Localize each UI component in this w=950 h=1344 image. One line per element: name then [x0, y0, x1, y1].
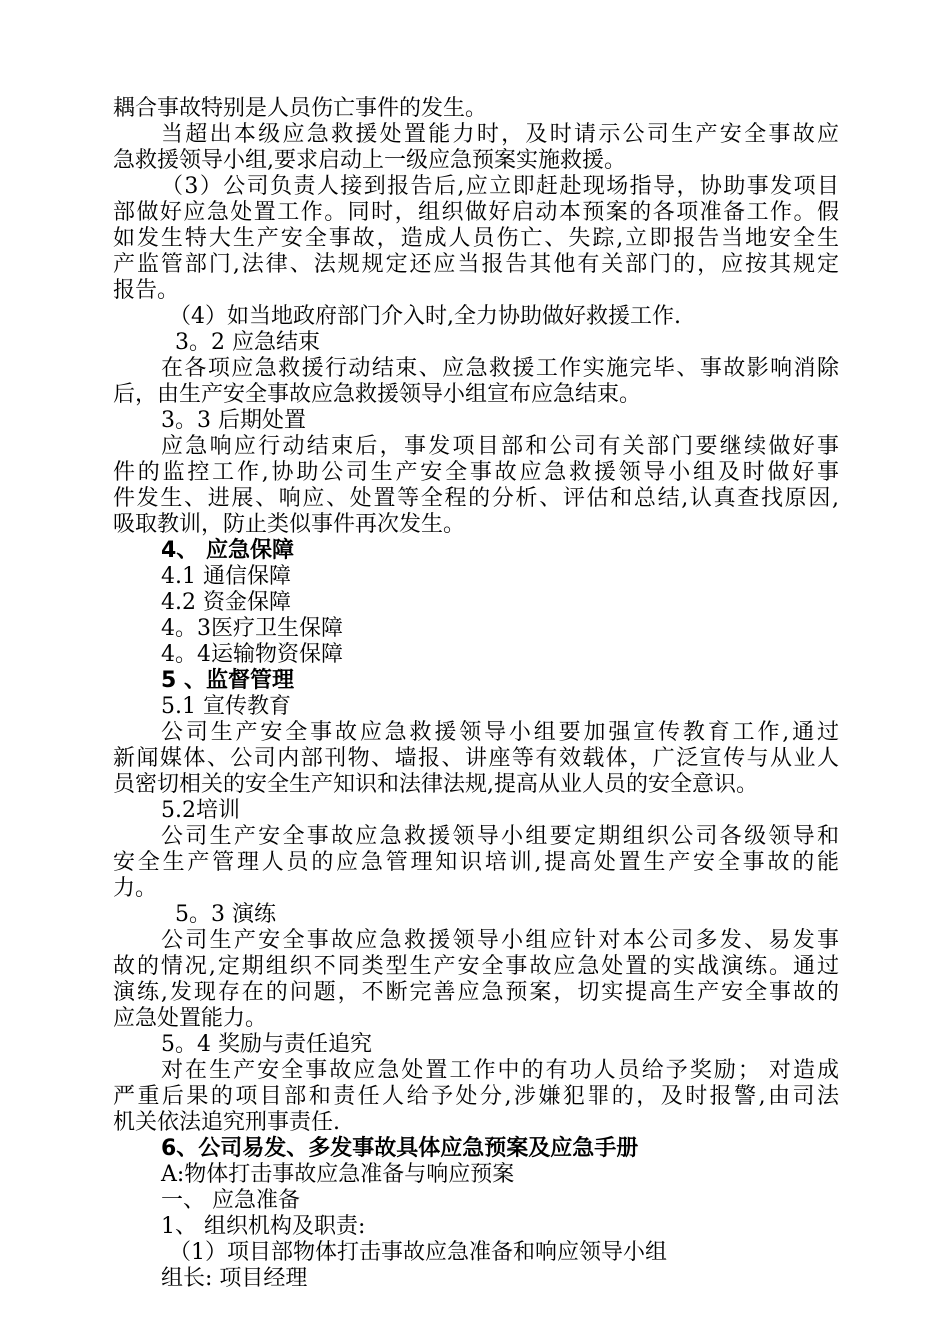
- paragraph-line: （4）如当地政府部门介入时,全力协助做好救援工作.: [169, 304, 681, 329]
- paragraph-line: 对在生产安全事故应急处置工作中的有功人员给予奖励； 对造成: [161, 1058, 839, 1083]
- paragraph-line: 部做好应急处置工作。同时，组织做好启动本预案的各项准备工作。假: [113, 200, 839, 225]
- section-heading: 5。3 演练: [175, 902, 276, 927]
- document-page: [113, 96, 839, 1292]
- paragraph-line: 报告。: [113, 278, 180, 303]
- paragraph-line: 耦合事故特别是人员伤亡事件的发生。: [113, 96, 488, 121]
- section-heading: 3。3 后期处置: [161, 408, 306, 433]
- paragraph-line: 应急响应行动结束后，事发项目部和公司有关部门要继续做好事: [161, 434, 839, 459]
- paragraph-line: 后，由生产安全事故应急救援领导小组宣布应急结束。: [113, 382, 642, 407]
- paragraph-line: 如发生特大生产安全事故，造成人员伤亡、失踪,立即报告当地安全生: [113, 226, 839, 251]
- chapter-heading: 4、 应急保障: [161, 538, 294, 563]
- paragraph-line: 吸取教训，防止类似事件再次发生。: [113, 512, 466, 537]
- paragraph-line: 件发生、进展、响应、处置等全程的分析、评估和总结,认真查找原因,: [113, 486, 839, 511]
- paragraph-line: 员密切相关的安全生产知识和法律法规,提高从业人员的安全意识。: [113, 772, 758, 797]
- paragraph-line: （1）项目部物体打击事故应急准备和响应领导小组: [169, 1240, 667, 1265]
- paragraph-line: 在各项应急救援行动结束、应急救援工作实施完毕、事故影响消除: [161, 356, 839, 381]
- paragraph-line: 严重后果的项目部和责任人给予处分,涉嫌犯罪的，及时报警,由司法: [113, 1084, 839, 1109]
- subsection-heading: 一、 应急准备: [161, 1188, 300, 1213]
- subsection-heading: 1、 组织机构及职责:: [161, 1214, 366, 1239]
- chapter-heading: 5 、监督管理: [161, 668, 294, 693]
- paragraph-line: 当超出本级应急救援处置能力时，及时请示公司生产安全事故应: [161, 122, 839, 147]
- paragraph-line: 件的监控工作,协助公司生产安全事故应急救援领导小组及时做好事: [113, 460, 839, 485]
- paragraph-line: 产监管部门,法律、法规规定还应当报告其他有关部门的，应按其规定: [113, 252, 839, 277]
- paragraph-line: 故的情况,定期组织不同类型生产安全事故应急处置的实战演练。通过: [113, 954, 839, 979]
- paragraph-line: 演练,发现存在的问题，不断完善应急预案，切实提高生产安全事故的: [113, 980, 839, 1005]
- paragraph-line: 公司生产安全事故应急救援领导小组应针对本公司多发、易发事: [161, 928, 839, 953]
- chapter-heading: 6、公司易发、多发事故具体应急预案及应急手册: [161, 1136, 639, 1161]
- section-heading: 4。4运输物资保障: [161, 642, 343, 667]
- paragraph-line: 安全生产管理人员的应急管理知识培训,提高处置生产安全事故的能: [113, 850, 839, 875]
- section-heading: 5。4 奖励与责任追究: [161, 1032, 372, 1057]
- paragraph-line: 机关依法追究刑事责任.: [113, 1110, 340, 1135]
- section-heading: 3。2 应急结束: [175, 330, 320, 355]
- section-heading: 5.1 宣传教育: [161, 694, 291, 719]
- paragraph-line: 新闻媒体、公司内部刊物、墙报、讲座等有效载体，广泛宣传与从业人: [113, 746, 839, 771]
- paragraph-line: 力。: [113, 876, 158, 901]
- paragraph-line: （3）公司负责人接到报告后,应立即赶赴现场指导，协助事发项目: [161, 174, 839, 199]
- paragraph-line: 应急处置能力。: [113, 1006, 268, 1031]
- section-heading: 4。3医疗卫生保障: [161, 616, 343, 641]
- section-heading: 4.2 资金保障: [161, 590, 291, 615]
- section-heading: 5.2培训: [161, 798, 240, 823]
- subsection-heading: A:物体打击事故应急准备与响应预案: [161, 1162, 515, 1187]
- paragraph-line: 组长: 项目经理: [161, 1266, 308, 1291]
- section-heading: 4.1 通信保障: [161, 564, 291, 589]
- paragraph-line: 急救援领导小组,要求启动上一级应急预案实施救援。: [113, 148, 626, 173]
- paragraph-line: 公司生产安全事故应急救援领导小组要加强宣传教育工作,通过: [161, 720, 839, 745]
- paragraph-line: 公司生产安全事故应急救援领导小组要定期组织公司各级领导和: [161, 824, 839, 849]
